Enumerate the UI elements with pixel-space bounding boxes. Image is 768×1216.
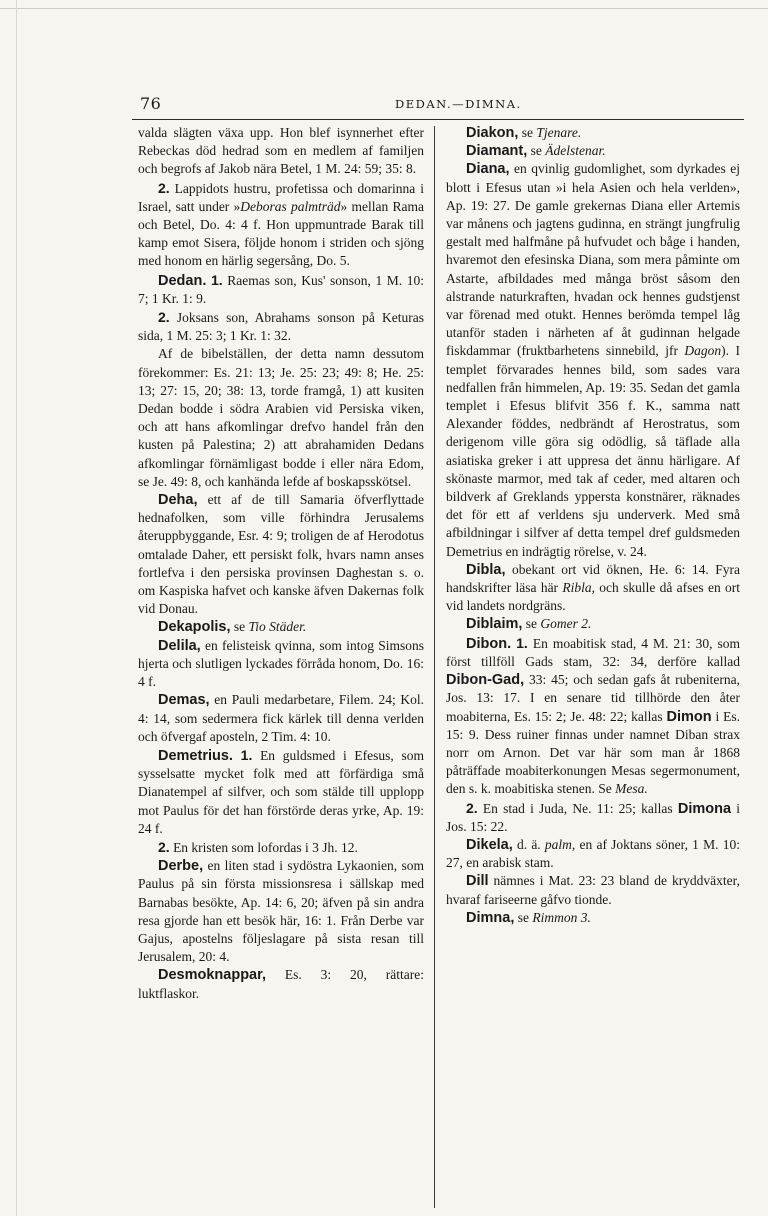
entry-dibla-text: obekant ort vid öknen, He. 6: 14. Fyra handskrifter läsa här — [446, 561, 740, 596]
entry-dikela — [446, 836, 740, 872]
entry-dibon-2-text: i Jos. 15: 22. — [446, 800, 740, 834]
entry-dibon-1-cross-reference: Mesa. — [615, 781, 648, 797]
entry-diblaim-text: se — [522, 616, 541, 632]
entry-dedan-2 — [138, 308, 424, 345]
entry-dedan-1 — [138, 271, 424, 308]
entry-deborah-2-text: » mellan Rama och Betel, Do. 4: 4 f. Hon uppmuntrade Barak till kamp emot Sisera, följde honom i striden och sjöng med honom en härlig segersång, Do. 5. — [138, 198, 424, 269]
entry-diamant-text: se — [527, 143, 546, 159]
entry-derbe-headword: Derbe, — [158, 858, 204, 875]
entry-dibla — [446, 561, 740, 616]
entry-demetrius-2-sense-number: 2. — [158, 838, 170, 855]
entry-deborah-2-sense-number: 2. — [158, 179, 170, 196]
entry-deha-text: ett af de till Samaria öfverflyttade hednafolken, som ville förhindra Jerusalems återuppbyggande, Esr. 4: 9; troligen de af Herodotus omtalade Daher, ett persiskt folk, hvars namn anses fortlefva i den persiska provinsen Daghestan s. o. om Kaspiska hafvet och kanske äfven Dakernas folk vid Donau. — [138, 492, 424, 617]
entry-diamant-cross-reference: Ädelstenar. — [545, 143, 606, 159]
entry-dekapolis-text: se — [230, 619, 249, 635]
entry-dibon-1-headword: Dibon. — [466, 635, 512, 652]
entry-dibon-2-headword: Dimona — [677, 800, 732, 817]
entry-dimna-cross-reference: Rimmon 3. — [532, 909, 591, 925]
entry-dedan-1-text: Raemas son, Kus' sonson, 1 M. 10: 7; 1 Kr. 1: 9. — [138, 272, 425, 306]
right-column — [446, 124, 740, 927]
entry-diakon — [446, 124, 740, 142]
entry-dikela-headword: Dikela, — [466, 836, 513, 853]
entry-dedan-1-sense-number: 1. — [210, 271, 223, 288]
scan-edge-left — [16, 0, 17, 1216]
entry-diana — [446, 160, 740, 560]
entry-demetrius-1-text: En guldsmed i Efesus, som sysselsatte mycket folk med att förfärdiga små Dianatempel af silfver, och som stälde till upplopp mot Paulus för det han förstörde deras yrke, Ap. 19: 24 f. — [138, 747, 425, 836]
entry-dikela-text: en af Joktans söner, 1 M. 10: 27, en arabisk stam. — [446, 836, 740, 871]
entry-dill-headword: Dill — [466, 873, 489, 890]
entry-deha — [138, 491, 424, 618]
entry-dikela-text: d. ä. — [512, 836, 545, 852]
entry-dedan-2-sense-number: 2. — [158, 309, 170, 326]
entry-demetrius-1-headword: Demetrius. — [158, 747, 233, 764]
entry-dimna-headword: Dimna, — [466, 909, 515, 926]
entry-demas-headword: Demas, — [158, 692, 210, 709]
entry-dedan-1-headword: Dedan. — [158, 272, 207, 289]
entry-dibon-2-sense-number: 2. — [466, 799, 478, 816]
entry-diblaim — [446, 615, 740, 633]
entry-dikela-cross-reference: palm, — [544, 836, 576, 852]
entry-demetrius-1-sense-number: 1. — [240, 746, 253, 763]
entry-diana-text: ). I templet förvarades hennes bild, som sades vara nedfallen från himmelen, Ap. 19: 35. Sedan det gamla templet i Efesus blifvit 356 f. K., samma natt Alexander föddes, nedbrändt af Herostratus, som derigenom ville göra sig odödlig, så täflade alla asiatiska greker i att uppresa det ännu härligare. Af skönaste marmor, med tak af ceder, med altaren och bildverk af Greklands yppersta konstnärer, räknades det för ett af verldens sju underverk. Med små afbildningar i silfver af detta tempel dref guldsmeden Demetrius en indrägtig rörelse, v. 24. — [446, 343, 741, 559]
entry-cont-text: valda slägten växa upp. Hon blef isynnerhet efter Rebeckas död hedrad som en medlem af familjen och begrofs af Jakob nära Betel, 1 M. 24: 59; 35: 8. — [138, 125, 424, 177]
entry-demetrius-2-text: En kristen som lofordas i 3 Jh. 12. — [169, 839, 358, 855]
entry-diakon-cross-reference: Tjenare. — [536, 125, 582, 140]
entry-dibon-1-headword: Dimon — [666, 708, 712, 725]
entry-dibon-1-headword: Dibon-Gad, — [446, 672, 525, 689]
entry-demetrius-2 — [138, 838, 424, 857]
entry-dimna-text: se — [514, 909, 533, 925]
entry-cont — [138, 124, 424, 179]
entry-dibla-cross-reference: Ribla, — [562, 580, 595, 596]
entry-dill-text: nämnes i Mat. 23: 23 bland de kryddväxter, hvaraf fariseerne gåfvo tionde. — [446, 873, 740, 907]
entry-dibon-1-text: En moabitisk stad, 4 M. 21: 30, som först tillföll Gads stam, 32: 34, derföre kallad — [446, 635, 741, 669]
entry-dibon-1-sense-number: 1. — [516, 634, 528, 651]
entry-dekapolis-cross-reference: Tio Städer. — [248, 619, 307, 635]
entry-demetrius-1 — [138, 746, 424, 838]
entry-dibon-1 — [446, 634, 740, 799]
header-rule — [132, 119, 744, 120]
entry-delila-text: en felisteisk qvinna, som intog Simsons hjerta och slutligen lyckades förråda honom, Do. 16: 4 f. — [138, 637, 424, 690]
entry-dedan-note — [138, 345, 424, 491]
page-number: 76 — [140, 94, 162, 113]
entry-desmoknappar-text: Es. 3: 20, rättare: luktflaskor. — [138, 967, 424, 1001]
entry-diblaim-cross-reference: Gomer 2. — [540, 616, 592, 632]
scan-edge-top — [0, 8, 768, 9]
entry-dekapolis — [138, 618, 424, 636]
entry-derbe-text: en liten stad i sydöstra Lykaonien, som Paulus på sin första missionsresa i sällskap med Barnabas besökte, Ap. 14: 6, 20; äfven på sin andra resa gjorde han ett besök här, 16: 1. Från Derbe var Gajus, apostelns följeslagare på sista resan till Jerusalem, 20: 4. — [138, 858, 424, 965]
entry-derbe — [138, 857, 424, 966]
entry-dedan-2-text: Joksans son, Abrahams sonson på Keturas sida, 1 M. 25: 3; 1 Kr. 1: 32. — [138, 310, 424, 344]
entry-diana-cross-reference: Dagon — [684, 343, 722, 359]
entry-deborah-2-text: Lappidots hustru, profetissa och domarinna i Israel, satt under » — [138, 180, 424, 214]
entry-dibon-1-text: i Es. 15: 9. Dess ruiner finnas under namnet Diban strax norr om Arnon. Det var här som man år 1868 påträffade moabiterkonungen Mesas segermonument, den s. k. moabitiska stenen. Se — [446, 708, 740, 797]
entry-diakon-headword: Diakon, — [466, 125, 519, 141]
entry-dibla-text: och skulle då afses en ort vid landets nordgräns. — [446, 580, 740, 614]
entry-dill — [446, 872, 740, 908]
entry-dekapolis-headword: Dekapolis, — [158, 619, 231, 636]
entry-delila-headword: Delila, — [158, 637, 201, 654]
column-divider — [434, 126, 435, 1208]
entry-diamant — [446, 142, 740, 160]
entry-dibla-headword: Dibla, — [466, 561, 506, 578]
entry-diamant-headword: Diamant, — [466, 143, 528, 160]
entry-dedan-note-text: Af de bibelställen, der detta namn dessutom förekommer: Es. 21: 13; Je. 25: 23; 49: 8; He. 25: 13; 27: 15, 20; 38: 13, torde framgå, 1) att kusiten Dedan bodde i södra Arabien vid Persiska viken, och att hans afkomlingar drefvo handel från den kusten på Palestina; 2) att abrahamiden Dedans afkomlingar förnämligast bodde i eller nära Edom, se Je. 49: 8, och kanhända lefde af boskapsskötsel. — [138, 346, 424, 489]
entry-desmoknappar — [138, 966, 424, 1002]
entry-delila — [138, 637, 424, 692]
entry-dibon-1-text: 33: 45; och sedan gafs åt rubeniterna, Jos. 13: 17. I en senare tid tillhörde den åter moabiterna, Es. 15: 2; Je. 48: 22; kallas — [446, 672, 740, 724]
entry-dimna — [446, 909, 740, 927]
running-head: DEDAN.—DIMNA. — [395, 97, 522, 111]
entry-diana-headword: Diana, — [466, 161, 510, 178]
entry-diblaim-headword: Diblaim, — [466, 616, 523, 633]
entry-diakon-text: se — [518, 125, 537, 140]
entry-demas-text: en Pauli medarbetare, Filem. 24; Kol. 4: 14, som sedermera fick kärlek till denna verlden och öfvergaf aposteln, 2 Tim. 4: 10. — [138, 692, 424, 744]
entry-deborah-2 — [138, 179, 424, 271]
entry-deha-headword: Deha, — [158, 492, 198, 509]
entry-dibon-2-text: En stad i Juda, Ne. 11: 25; kallas — [477, 800, 678, 816]
entry-deborah-2-cross-reference: Deboras palmträd — [240, 198, 341, 214]
entry-demas — [138, 691, 424, 746]
entry-desmoknappar-headword: Desmoknappar, — [158, 967, 266, 984]
left-column — [138, 124, 424, 1003]
entry-dibon-2 — [446, 799, 740, 836]
entry-demetrius-1-text — [233, 748, 241, 763]
entry-diana-text: en qvinlig gudomlighet, som dyrkades ej blott i Efesus utan »i hela Asien och hela verlden», Ap. 19: 27. De gamle grekernas Diana eller Artemis var månens och jagtens gudinna, en strängt jungfrulig gestalt med halfmåne på hufvudet och båge i handen, hvaremot den efesinska Diana, som mera påminte om Astarte, afbildades med många bröst såsom den alstrande naturkraften, hvadan ock hennes gudstjenst var förenad med otukt. Hennes berömda tempel låg utanför staden i närheten af åt gudinnan helgade fiskdammar (fruktbarhetens sinnebild, jfr — [446, 161, 740, 359]
